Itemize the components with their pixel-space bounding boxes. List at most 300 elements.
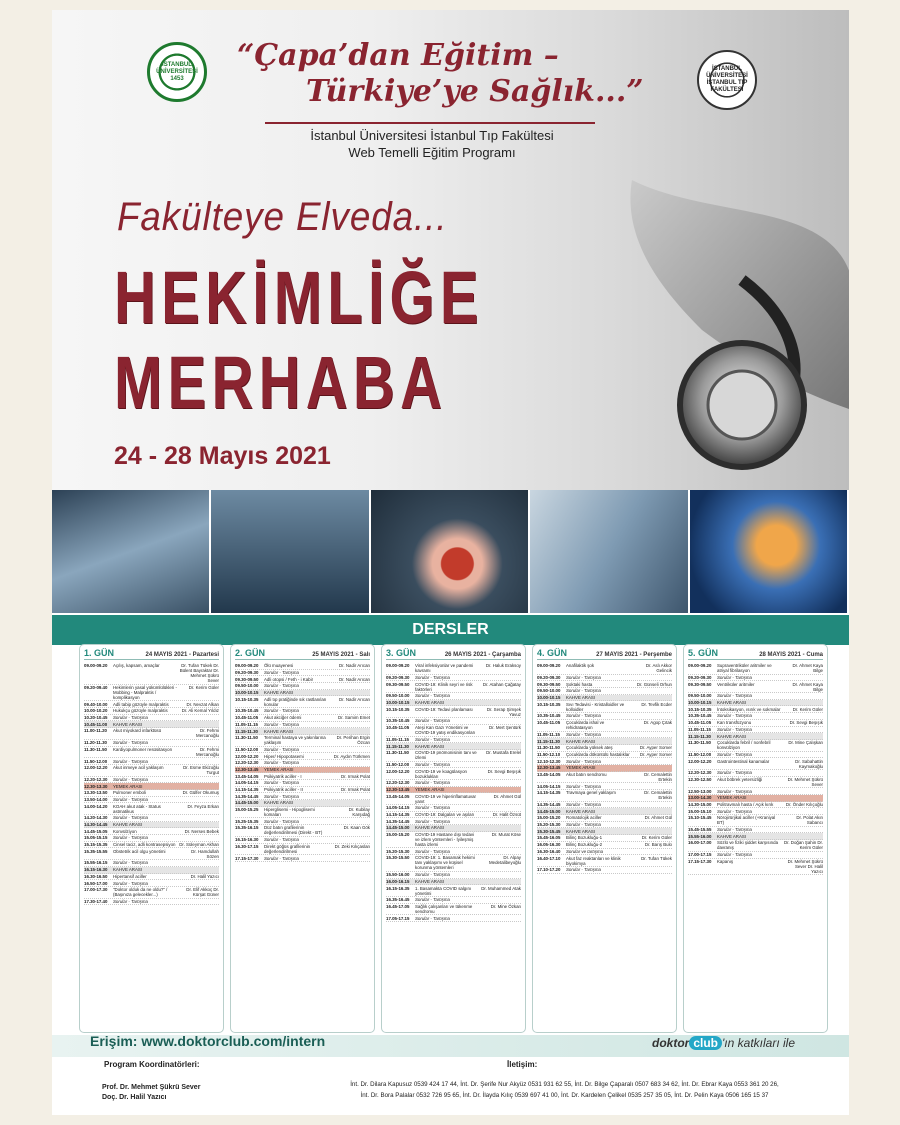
session-speaker: Dr. Halit Özsüt	[492, 812, 521, 818]
schedule-row	[84, 783, 219, 790]
session-speaker	[330, 819, 370, 824]
schedule-row	[386, 768, 521, 780]
schedule-row	[84, 899, 219, 906]
day-date: 24 MAYIS 2021 - Pazartesi	[145, 652, 219, 658]
session-time: 11.20-11.30	[84, 740, 107, 746]
session-topic: Hekimlerin yasal yükümlülükleri - Mobbing - Malpraktis / komplikasyon	[113, 685, 177, 701]
session-speaker	[179, 797, 219, 802]
schedule-row	[386, 793, 521, 805]
session-topic: Bilinç Bozukluğu-2	[566, 842, 603, 848]
schedule-row	[537, 790, 672, 802]
schedule-row	[688, 733, 823, 740]
day-title: 4. GÜN	[537, 648, 568, 658]
session-time: 10.00-10.15	[688, 700, 712, 706]
session-time: 13.30-13.50	[84, 790, 108, 796]
schedule-row	[386, 725, 521, 737]
schedule-row	[386, 743, 521, 750]
seal-left-text: İSTANBUL ÜNİVERSİTESİ 1453	[156, 61, 198, 82]
session-speaker: Dr. Kerim Güler	[641, 835, 672, 841]
session-speaker	[481, 700, 521, 705]
schedule-row	[537, 681, 672, 688]
session-time: 14.35-14.45	[235, 793, 259, 799]
session-time: 14.20-14.30	[84, 815, 108, 821]
session-speaker	[179, 881, 219, 886]
program-name: Web Temelli Eğitim Programı	[348, 145, 516, 160]
session-speaker: Dr. Tevfik Ecder	[641, 701, 672, 707]
session-topic: Sıvı Tedavisi - Kristalloidler ve kolloidler	[566, 701, 625, 712]
session-speaker	[632, 713, 672, 718]
session-topic: Sorular - Tartışma	[113, 835, 148, 841]
session-time: 15.35-16.15	[235, 825, 259, 831]
session-topic: "Doktor olduk da ne oldu?" / (Başınıza gelecekler...)	[113, 887, 168, 898]
session-time: 10.45-11.05	[537, 720, 561, 726]
session-topic: COVID-19 pnömonisinin tanı ve izlemi	[415, 750, 477, 761]
session-speaker: Dr. Muhammed Atak	[481, 885, 521, 891]
session-time: 16.30-16.40	[537, 848, 561, 854]
schedule-row	[688, 681, 823, 693]
session-time: 11.30-11.50	[537, 745, 560, 751]
session-speaker	[632, 867, 672, 872]
session-topic: Sorular - Tartışma	[264, 818, 299, 824]
schedule-row	[688, 770, 823, 777]
session-time: 09.30-09.50	[537, 681, 561, 687]
session-topic: KAHVE ARASI	[717, 833, 747, 839]
photo-strip	[52, 490, 849, 613]
session-topic: Psikiyatrik aciller - II	[264, 787, 303, 793]
session-topic: Kan transfüzyonu	[717, 720, 752, 726]
session-topic: Sorular - Tartışma	[717, 770, 752, 776]
session-topic: Sorular - Tartışma	[264, 760, 299, 766]
coordinator-1: Prof. Dr. Mehmet Şükrü Sever	[102, 1084, 201, 1091]
session-speaker: Dr. Aslı Akkor Gelincik	[645, 663, 672, 674]
schedule-row	[235, 696, 370, 708]
session-time: 14.30-14.45	[84, 822, 108, 828]
session-time: 10.00-10.15	[235, 690, 259, 696]
session-topic: Akut miyokard infarktüsü	[113, 728, 162, 734]
schedule-row	[386, 706, 521, 718]
schedule-row	[235, 800, 370, 807]
schedule-row	[386, 915, 521, 922]
session-speaker	[632, 849, 672, 854]
session-speaker	[783, 827, 823, 832]
schedule-row	[537, 695, 672, 702]
session-topic: Konvülziyon	[113, 828, 137, 834]
day-date: 25 MAYIS 2021 - Salı	[312, 652, 370, 658]
day-title: 3. GÜN	[386, 648, 417, 658]
session-time: 15.00-15.25	[235, 807, 259, 813]
faculty-seal-right	[697, 50, 757, 110]
session-time: 15.20-15.30	[386, 848, 410, 854]
session-topic: Sorular - Tartışma	[264, 793, 299, 799]
session-time: 12.50-13.00	[688, 788, 712, 794]
session-topic: Sorular - Tartışma	[415, 818, 450, 824]
session-speaker	[783, 809, 823, 814]
session-topic: Sorular - Tartışma	[415, 693, 450, 699]
session-time: 12.30-13.45	[235, 766, 259, 772]
session-topic: Sorular - Tartışma	[566, 802, 601, 808]
schedule-row	[386, 818, 521, 825]
session-topic: KAHVE ARASI	[113, 867, 143, 873]
session-topic: KAHVE ARASI	[566, 738, 596, 744]
session-speaker	[330, 760, 370, 765]
schedule-row	[688, 827, 823, 834]
session-speaker: Dr. Kerim Güler	[792, 706, 823, 712]
session-time: 13.50-14.00	[84, 796, 108, 802]
session-time: 14.05-14.15	[537, 783, 561, 789]
session-speaker: Dr. Tufan Tükek Dr. Bülent Bayraktar Dr. Mehmet Şükrü Sever	[179, 663, 219, 684]
session-topic: Sorular - Tartışma	[415, 805, 450, 811]
schedule-row	[84, 747, 219, 759]
contact-line-1: İnt. Dr. Dilara Kapusuz 0539 424 17 44, İnt. Dr. Şerife Nur Akyüz 0531 931 62 55, İnt. Dr. Bilge Çaparalı 0507 683 34 62, İnt. Dr. Ebrar Kaya 0553 361 20 26,	[350, 1081, 779, 1088]
session-topic: Sorular - Tartışma	[264, 855, 299, 861]
schedule-row	[84, 728, 219, 740]
day-column	[532, 644, 677, 1033]
session-speaker: Dr. Mert Şentürk	[489, 725, 521, 731]
session-topic: Sorular - Tartışma	[717, 852, 752, 858]
session-topic: YEMEK ARASI	[415, 786, 445, 792]
session-topic: COVID-19 Hastane dışı tedavi ve izlem yöntemleri - İyileşmiş hasta izlemi	[415, 832, 475, 848]
contact-label: İletişim:	[507, 1060, 538, 1069]
session-speaker	[783, 795, 823, 800]
session-time: 15.05-15.15	[84, 835, 108, 841]
session-speaker	[179, 899, 219, 904]
session-speaker	[481, 737, 521, 742]
session-topic: Ölü muayenesi	[264, 663, 294, 669]
session-topic: 1. Basamakta COVID salgını yönetimi	[415, 885, 472, 896]
session-time: 09.30-09.50	[386, 681, 410, 687]
session-speaker: Dr. Fehmi Mercanoğlu	[196, 728, 219, 739]
session-time: 11.30-11.50	[84, 746, 107, 752]
session-time: 16.40-17.10	[537, 855, 561, 861]
schedule-row	[235, 735, 370, 747]
session-topic: Akut böbrek yetersizliği	[717, 776, 763, 782]
session-topic: Direkt göğüs grafilerinin değerlendirilmesi	[264, 843, 311, 854]
session-speaker: Dr. Kerim Güler	[188, 685, 219, 691]
day-title: 1. GÜN	[84, 648, 115, 658]
schedule-row	[386, 762, 521, 769]
schedule-row	[84, 740, 219, 747]
session-speaker: Dr. Murat Köse	[491, 832, 521, 838]
session-speaker: Dr. Alpay Medetalibeyoğlu	[489, 855, 521, 866]
schedule-row	[537, 738, 672, 745]
session-speaker: Dr. Mustafa Erelel	[486, 750, 521, 756]
session-speaker: Dr. Halil Yazıcı	[190, 873, 219, 879]
schedule-row	[386, 855, 521, 872]
session-topic: Sorular - Tartışma	[264, 708, 299, 714]
session-speaker: Dr. Kubilay Karşıdağ	[348, 807, 370, 818]
session-time: 09.00-09.20	[84, 663, 108, 669]
session-time: 10.35-10.45	[537, 713, 561, 719]
day-column	[230, 644, 375, 1033]
schedule-row	[235, 708, 370, 715]
session-topic: KAHVE ARASI	[113, 721, 143, 727]
session-time: 11.15-11.30	[537, 738, 560, 744]
session-speaker: Dr. Mehmet Şükrü Sever	[787, 776, 823, 787]
session-time: 15.50-16.00	[386, 872, 410, 878]
session-topic: Politravmalı hasta / Açık kırık	[717, 802, 774, 808]
session-speaker: Dr. Sabahattin Kaymakoğlu	[795, 758, 823, 769]
session-speaker: Dr. Ahmet Gül	[493, 793, 521, 799]
session-topic: Travmaya genel yaklaşım	[566, 790, 616, 796]
session-speaker: Dr. Nadir Arıcan	[339, 676, 370, 682]
schedule-row	[235, 722, 370, 729]
session-time: 11.05-11.15	[235, 721, 258, 727]
sponsor-suffix: 'ın katkıları ile	[722, 1036, 795, 1050]
session-topic: Pulmoner emboli	[113, 790, 146, 796]
session-speaker: Dr. Ahmet Kaya Bilge	[792, 681, 823, 692]
session-topic: Sorular ve tartışma	[566, 848, 604, 854]
session-speaker	[179, 784, 219, 789]
session-topic: KAHVE ARASI	[566, 828, 596, 834]
schedule-row	[688, 713, 823, 720]
session-time: 15.00-15.20	[386, 832, 410, 838]
session-topic: Sorular - Tartışma	[264, 683, 299, 689]
session-speaker	[179, 867, 219, 872]
session-topic: Hukukçu gözüyle malpraktis	[113, 708, 168, 714]
session-topic: Kapanış	[717, 858, 734, 864]
session-speaker	[481, 819, 521, 824]
session-speaker	[330, 690, 370, 695]
day-column	[79, 644, 224, 1033]
schedule-row	[84, 867, 219, 874]
session-topic: Psikiyatrik aciller - I	[264, 773, 302, 779]
session-topic: KAHVE ARASI	[264, 728, 294, 734]
session-time: 15.10-15.45	[688, 815, 712, 821]
university-seal-left	[147, 42, 207, 102]
session-topic: YEMEK ARASI	[113, 783, 143, 789]
session-time: 17.00-17.15	[688, 852, 712, 858]
day-date: 26 MAYIS 2021 - Çarşamba	[444, 652, 521, 658]
institution-name: İstanbul Üniversitesi İstanbul Tıp Fakültesi	[310, 128, 554, 143]
session-speaker: Dr. Günseli Orhun	[636, 681, 672, 687]
session-speaker	[179, 815, 219, 820]
session-topic: Hiperglisemi - Hipoglisemi komaları	[264, 807, 315, 818]
session-speaker: Dr. Ahmet Gül	[644, 815, 672, 821]
session-topic: YEMEK ARASI	[566, 765, 596, 771]
session-speaker: Dr. Elif Akkoç Dr. Kürşat Güner	[186, 887, 219, 898]
session-speaker	[330, 837, 370, 842]
schedule-row	[235, 818, 370, 825]
session-speaker: Dr. Ahmet Kaya Bilge	[792, 663, 823, 674]
schedule-row	[537, 815, 672, 822]
session-speaker	[481, 872, 521, 877]
schedule-row	[235, 855, 370, 862]
schedule-row	[386, 872, 521, 879]
session-speaker: Dr. Fehmi Mercanoğlu	[196, 746, 219, 757]
session-time: 17.00-17.30	[84, 887, 108, 893]
session-topic: Sorular - Tartışma	[717, 751, 752, 757]
session-topic: Açılış, kapsam, amaçlar	[113, 663, 160, 669]
session-speaker	[783, 727, 823, 732]
session-speaker	[632, 784, 672, 789]
session-speaker: Dr. Süleyman Akhan	[179, 842, 219, 848]
session-topic: Sorular - Tartışma	[717, 713, 752, 719]
session-topic: KAHVE ARASI	[415, 700, 445, 706]
session-time: 14.45-15.00	[537, 808, 561, 814]
session-time: 12.20-12.30	[386, 780, 410, 786]
seal-right-text: İSTANBUL ÜNİVERSİTESİ İSTANBUL TIP FAKÜLTESİ	[706, 66, 748, 93]
schedule-row	[84, 721, 219, 728]
session-topic: Sorular - Tartışma	[113, 715, 148, 721]
brain-scan-photo	[690, 490, 849, 613]
surgical-instruments-photo	[52, 490, 211, 613]
schedule-row	[235, 670, 370, 677]
session-time: 11.05-11.15	[386, 736, 409, 742]
session-topic: KAHVE ARASI	[717, 700, 747, 706]
session-time: 12.30-13.45	[386, 786, 410, 792]
session-time: 10.20-10.45	[84, 715, 108, 721]
session-speaker	[330, 747, 370, 752]
session-time: 12.00-12.20	[386, 768, 410, 774]
slogan-divider	[265, 122, 595, 124]
session-topic: Terminal hastaya ve yakınlarına yaklaşım	[264, 735, 326, 746]
session-speaker	[783, 700, 823, 705]
day-header	[688, 648, 823, 660]
session-speaker	[783, 693, 823, 698]
session-time: 11.50-12.00	[84, 758, 108, 764]
session-time: 11.05-11.15	[537, 731, 560, 737]
sponsor-logo	[652, 1036, 795, 1050]
session-topic: Kardiyopulmoner resüsitasyon	[113, 746, 173, 752]
session-topic: İntoksikasyon, ısırık ve sokmalar	[717, 706, 781, 712]
schedule-row	[84, 790, 219, 797]
session-time: 11.50-12.00	[688, 751, 712, 757]
schedule-row	[235, 807, 370, 819]
session-time: 11.30-11.50	[688, 740, 711, 746]
schedule-row	[84, 828, 219, 835]
session-time: 10.45-11.05	[688, 720, 712, 726]
session-topic: Romatolojik aciller	[566, 815, 602, 821]
session-topic: Obstetrik acil olgu yönetimi	[113, 848, 166, 854]
schedule-row	[688, 727, 823, 734]
session-time: 10.45-11.00	[84, 721, 108, 727]
schedule-row	[235, 663, 370, 670]
session-time: 10.15-10.35	[235, 696, 259, 702]
schedule-row	[537, 855, 672, 867]
session-topic: Sorular - Tartışma	[113, 758, 148, 764]
schedule-row	[84, 887, 219, 899]
session-speaker: Dr. Nadir Arıcan	[339, 696, 370, 702]
schedule-row	[537, 842, 672, 849]
session-speaker	[330, 708, 370, 713]
session-time: 11.15-11.30	[235, 728, 258, 734]
access-url[interactable]: Erişim: www.doktorclub.com/intern	[90, 1033, 326, 1049]
schedule-row	[84, 685, 219, 702]
session-speaker: Dr. Nevzat Alkan	[186, 701, 219, 707]
session-speaker	[783, 852, 823, 857]
session-time: 17.10-17.20	[537, 867, 561, 873]
schedule-row	[386, 693, 521, 700]
schedule-row	[688, 752, 823, 759]
schedule-row	[235, 793, 370, 800]
session-time: 11.30-11.50	[386, 750, 409, 756]
session-time: 15.20-15.30	[537, 822, 561, 828]
session-speaker	[179, 759, 219, 764]
day-date: 27 MAYIS 2021 - Perşembe	[596, 652, 672, 658]
session-time: 12.30-13.45	[537, 765, 561, 771]
session-time: 09.30-09.50	[688, 681, 712, 687]
session-speaker	[632, 732, 672, 737]
session-topic: Sorular - Tartışma	[566, 713, 601, 719]
schedule-row	[386, 737, 521, 744]
schedule-row	[688, 808, 823, 815]
session-speaker: Dr. Ayper Somer	[639, 751, 672, 757]
session-speaker	[632, 739, 672, 744]
schedule-row	[84, 758, 219, 765]
day-header	[84, 648, 219, 660]
schedule-row	[84, 708, 219, 715]
session-time: 10.35-10.45	[386, 718, 410, 724]
session-speaker	[179, 835, 219, 840]
session-time: 14.45-15.00	[386, 825, 410, 831]
session-topic: Sorular - Tartışma	[717, 726, 752, 732]
session-topic: Düz batın grafilerinin değerlendirilmesi (Direkt - BT)	[264, 825, 323, 836]
headline-line-1: HEKİMLİĞE	[114, 256, 484, 339]
session-topic: Nörojirürjikal aciller (+Kraniyal BT)	[717, 815, 776, 826]
session-topic: KAHVE ARASI	[415, 878, 445, 884]
session-topic: KOAH akut atak - Status astmatikus	[113, 803, 161, 814]
session-time: 10.45-11.05	[386, 725, 410, 731]
session-topic: Sorular - Tartışma	[264, 670, 299, 676]
schedule-row	[84, 803, 219, 815]
schedule-row	[537, 835, 672, 842]
schedule-row	[84, 874, 219, 881]
session-topic: Sorular - Tartışma	[415, 718, 450, 724]
session-topic: KAHVE ARASI	[264, 690, 294, 696]
schedule-row	[84, 701, 219, 708]
session-time: 12.30-12.50	[688, 776, 712, 782]
schedule-row	[235, 683, 370, 690]
session-time: 13.45-14.05	[537, 771, 561, 777]
session-time: 14.05-14.15	[235, 780, 259, 786]
session-time: 10.00-10.15	[537, 695, 561, 701]
session-speaker	[783, 834, 823, 839]
session-speaker	[481, 693, 521, 698]
schedule-row	[84, 815, 219, 822]
schedule-row	[84, 765, 219, 777]
session-topic: Sorular - Tartışma	[717, 808, 752, 814]
session-speaker: Dr. Sevgi Beşışık	[487, 768, 521, 774]
slogan-line-2: Türkiye’ye Sağlık...”	[306, 74, 644, 109]
session-topic: COVID-19: Tedavi planlaması	[415, 706, 473, 712]
session-topic: Sorular - Tartışma	[717, 788, 752, 794]
day-date: 28 MAYIS 2021 - Cuma	[759, 652, 823, 658]
session-topic: Çocuklarda febril / nonfebril konvülziyon	[717, 740, 771, 751]
session-topic: Adli tıp pratiğinde sık rastlanılan konular	[264, 696, 327, 707]
session-time: 09.00-09.20	[688, 663, 712, 669]
session-time: 15.00-15.20	[537, 815, 561, 821]
session-topic: KAHVE ARASI	[566, 695, 596, 701]
session-time: 15.30-15.50	[386, 855, 410, 861]
session-speaker	[179, 860, 219, 865]
day-column	[683, 644, 828, 1033]
session-speaker: Dr. Sevgi Beşışık	[789, 720, 823, 726]
session-speaker	[632, 802, 672, 807]
session-time: 14.15-14.35	[235, 787, 259, 793]
session-time: 14.45-15.00	[235, 800, 259, 806]
session-time: 12.00-12.20	[84, 765, 108, 771]
session-speaker	[783, 789, 823, 794]
schedule-row	[537, 701, 672, 713]
session-time: 17.15-17.30	[235, 855, 259, 861]
session-topic: Sorular - Tartışma	[264, 780, 299, 786]
session-time: 09.50-10.00	[537, 688, 561, 694]
session-topic: COVID-19 ve hiperinflamatuvar yanıt	[415, 793, 477, 804]
stethoscope-illustration	[592, 160, 849, 490]
session-time: 09.40-10.00	[84, 701, 108, 707]
session-topic: Sorular - Tartışma	[566, 688, 601, 694]
session-speaker	[481, 849, 521, 854]
